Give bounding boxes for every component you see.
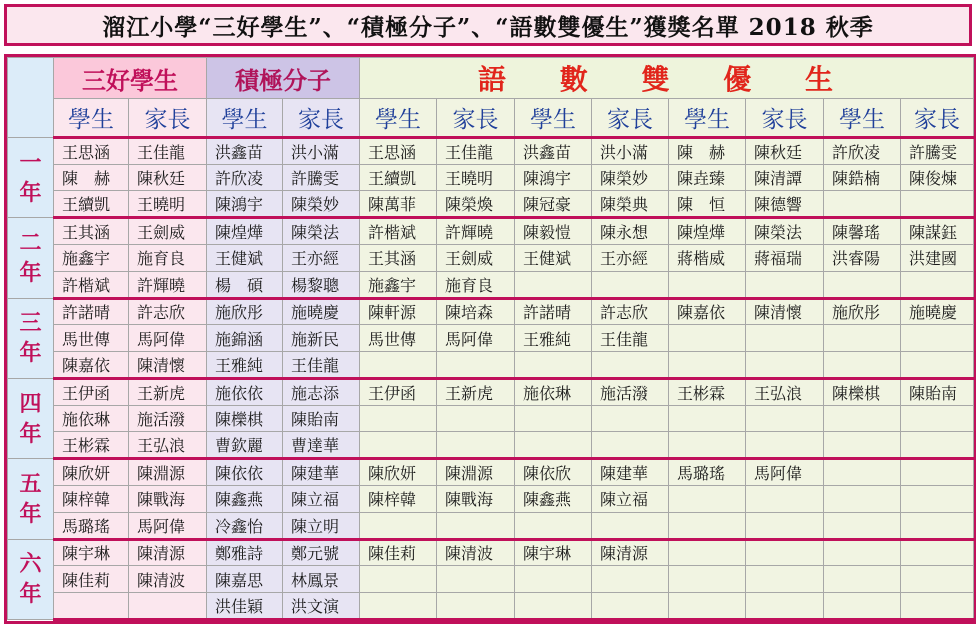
name-cell — [746, 432, 824, 459]
name-cell: 陳嘉依 — [54, 352, 129, 379]
name-cell — [746, 486, 824, 513]
table-row — [8, 486, 974, 513]
sub-header-row — [8, 99, 974, 137]
name-cell — [746, 512, 824, 539]
name-cell — [901, 271, 974, 298]
table-row — [8, 218, 974, 245]
table-row — [8, 432, 974, 459]
name-cell: 王伊函 — [54, 378, 129, 405]
name-cell: 施依琳 — [54, 405, 129, 432]
name-cell: 王雅純 — [207, 352, 283, 379]
name-cell: 陳淵源 — [129, 459, 207, 486]
name-cell — [437, 512, 515, 539]
name-cell: 洪小滿 — [592, 137, 669, 164]
name-cell: 洪鑫苗 — [515, 137, 592, 164]
name-cell — [824, 405, 901, 432]
name-cell: 陳欣妍 — [360, 459, 437, 486]
name-cell: 馬璐瑤 — [669, 459, 746, 486]
name-cell: 陳戰海 — [437, 486, 515, 513]
name-cell: 陳清懷 — [129, 352, 207, 379]
name-cell — [746, 566, 824, 593]
name-cell: 王彬霖 — [669, 378, 746, 405]
grade-label — [8, 539, 54, 619]
name-cell — [515, 352, 592, 379]
name-cell: 王續凱 — [360, 164, 437, 191]
name-cell: 陳佳莉 — [360, 539, 437, 566]
name-cell: 陳依欣 — [515, 459, 592, 486]
name-cell — [824, 512, 901, 539]
name-cell: 陳佳莉 — [54, 566, 129, 593]
name-cell: 馬璐瑤 — [54, 512, 129, 539]
name-cell: 陳清波 — [129, 566, 207, 593]
name-cell: 冷鑫怡 — [207, 512, 283, 539]
name-cell: 陳秋廷 — [746, 137, 824, 164]
sub-header-student: 學生 — [207, 99, 283, 137]
table-row — [8, 325, 974, 352]
table-row — [8, 593, 974, 620]
name-cell: 蔣福瑞 — [746, 244, 824, 271]
name-cell: 陳謀鈺 — [901, 218, 974, 245]
name-cell: 施欣彤 — [207, 298, 283, 325]
name-cell: 陳梓韓 — [54, 486, 129, 513]
name-cell — [669, 432, 746, 459]
name-cell — [592, 352, 669, 379]
table-row — [8, 539, 974, 566]
award-table — [7, 57, 974, 621]
name-cell: 王劍威 — [129, 218, 207, 245]
table-row — [8, 164, 974, 191]
name-cell: 王新虎 — [129, 378, 207, 405]
name-cell: 鄭雅詩 — [207, 539, 283, 566]
name-cell: 王曉明 — [129, 191, 207, 218]
name-cell: 施活潑 — [129, 405, 207, 432]
name-cell: 馬世傳 — [54, 325, 129, 352]
name-cell: 施活潑 — [592, 378, 669, 405]
name-cell: 許諾晴 — [515, 298, 592, 325]
name-cell: 陳馨瑤 — [824, 218, 901, 245]
name-cell — [360, 405, 437, 432]
name-cell: 陳榮妙 — [283, 191, 360, 218]
name-cell — [824, 593, 901, 620]
table-row — [8, 405, 974, 432]
sub-header-student: 學生 — [515, 99, 592, 137]
name-cell: 陳嘉依 — [669, 298, 746, 325]
name-cell: 王新虎 — [437, 378, 515, 405]
name-cell — [824, 432, 901, 459]
table-row — [8, 566, 974, 593]
name-cell — [746, 352, 824, 379]
name-cell: 陳 赫 — [669, 137, 746, 164]
name-cell: 王思涵 — [360, 137, 437, 164]
name-cell: 施欣彤 — [824, 298, 901, 325]
name-cell — [824, 325, 901, 352]
name-cell: 王亦經 — [283, 244, 360, 271]
name-cell — [592, 512, 669, 539]
name-cell — [669, 325, 746, 352]
name-cell: 王其涵 — [54, 218, 129, 245]
name-cell: 許欣凌 — [207, 164, 283, 191]
name-cell: 施育良 — [437, 271, 515, 298]
name-cell: 王其涵 — [360, 244, 437, 271]
name-cell — [824, 271, 901, 298]
name-cell: 陳清譚 — [746, 164, 824, 191]
name-cell: 王思涵 — [54, 137, 129, 164]
name-cell: 蔣楷威 — [669, 244, 746, 271]
table-row — [8, 352, 974, 379]
name-cell: 陳依依 — [207, 459, 283, 486]
name-cell — [824, 459, 901, 486]
name-cell: 洪佳穎 — [207, 593, 283, 620]
name-cell — [515, 432, 592, 459]
name-cell: 鄭元號 — [283, 539, 360, 566]
category-yushu: 語 數 雙 優 生 — [360, 58, 974, 99]
name-cell — [669, 539, 746, 566]
name-cell — [437, 593, 515, 620]
name-cell — [901, 459, 974, 486]
name-cell: 王劍威 — [437, 244, 515, 271]
name-cell: 許欣凌 — [824, 137, 901, 164]
category-header-row — [8, 58, 974, 99]
award-table-frame — [4, 54, 976, 624]
name-cell: 王曉明 — [437, 164, 515, 191]
name-cell: 陳 赫 — [54, 164, 129, 191]
name-cell: 施志添 — [283, 378, 360, 405]
name-cell: 曹欽麗 — [207, 432, 283, 459]
name-cell: 洪鑫苗 — [207, 137, 283, 164]
name-cell: 陳貽南 — [283, 405, 360, 432]
name-cell — [669, 566, 746, 593]
table-row — [8, 298, 974, 325]
grade-label-text: 四 年 — [19, 390, 42, 447]
name-cell: 洪小滿 — [283, 137, 360, 164]
sub-header-parent: 家長 — [592, 99, 669, 137]
name-cell: 施依依 — [207, 378, 283, 405]
name-cell: 許志欣 — [129, 298, 207, 325]
name-cell: 施錦涵 — [207, 325, 283, 352]
name-cell: 許騰雯 — [283, 164, 360, 191]
name-cell: 許楷斌 — [360, 218, 437, 245]
name-cell: 陳戰海 — [129, 486, 207, 513]
name-cell: 陳冠豪 — [515, 191, 592, 218]
name-cell: 王佳龍 — [129, 137, 207, 164]
name-cell: 王佳龍 — [437, 137, 515, 164]
name-cell — [901, 325, 974, 352]
name-cell: 王佳龍 — [283, 352, 360, 379]
name-cell: 王弘浪 — [129, 432, 207, 459]
name-cell — [824, 191, 901, 218]
name-cell: 曹達華 — [283, 432, 360, 459]
name-cell: 陳 恒 — [669, 191, 746, 218]
name-cell: 陳建華 — [283, 459, 360, 486]
name-cell: 陳永想 — [592, 218, 669, 245]
name-cell: 陳榮法 — [746, 218, 824, 245]
name-cell: 洪建國 — [901, 244, 974, 271]
grade-label — [8, 378, 54, 458]
grade-label-text: 二 年 — [19, 229, 42, 286]
name-cell — [901, 486, 974, 513]
name-cell: 陳清波 — [437, 539, 515, 566]
name-cell: 馬阿偉 — [437, 325, 515, 352]
name-cell — [669, 512, 746, 539]
name-cell: 陳櫟棋 — [207, 405, 283, 432]
name-cell: 施曉慶 — [283, 298, 360, 325]
name-cell — [515, 512, 592, 539]
name-cell: 陳欣妍 — [54, 459, 129, 486]
name-cell — [437, 352, 515, 379]
name-cell: 陳榮煥 — [437, 191, 515, 218]
name-cell: 王雅純 — [515, 325, 592, 352]
name-cell: 陳榮法 — [283, 218, 360, 245]
name-cell: 王伊函 — [360, 378, 437, 405]
name-cell — [437, 566, 515, 593]
name-cell: 王健斌 — [515, 244, 592, 271]
name-cell: 許諾晴 — [54, 298, 129, 325]
name-cell: 許志欣 — [592, 298, 669, 325]
name-cell: 陳毅愷 — [515, 218, 592, 245]
name-cell: 陳鑫燕 — [207, 486, 283, 513]
name-cell: 馬世傳 — [360, 325, 437, 352]
name-cell: 陳秋廷 — [129, 164, 207, 191]
name-cell: 施依琳 — [515, 378, 592, 405]
name-cell: 馬阿偉 — [129, 325, 207, 352]
name-cell: 陳萬菲 — [360, 191, 437, 218]
name-cell — [437, 432, 515, 459]
name-cell: 陳榮典 — [592, 191, 669, 218]
grade-label — [8, 298, 54, 378]
name-cell — [901, 539, 974, 566]
name-cell — [669, 405, 746, 432]
name-cell: 施新民 — [283, 325, 360, 352]
name-cell: 施鑫宇 — [360, 271, 437, 298]
name-cell: 陳德響 — [746, 191, 824, 218]
table-row — [8, 244, 974, 271]
grade-label-text: 三 年 — [19, 310, 42, 367]
sub-header-parent: 家長 — [746, 99, 824, 137]
name-cell: 林鳳景 — [283, 566, 360, 593]
name-cell — [901, 352, 974, 379]
name-cell: 陳立福 — [283, 486, 360, 513]
name-cell: 施育良 — [129, 244, 207, 271]
name-cell: 陳清源 — [129, 539, 207, 566]
name-cell: 楊黎聰 — [283, 271, 360, 298]
name-cell: 許輝曉 — [437, 218, 515, 245]
name-cell — [515, 405, 592, 432]
name-cell: 楊 碩 — [207, 271, 283, 298]
name-cell: 王健斌 — [207, 244, 283, 271]
name-cell — [129, 593, 207, 620]
name-cell: 陳培森 — [437, 298, 515, 325]
name-cell: 施曉慶 — [901, 298, 974, 325]
name-cell: 陳俊煉 — [901, 164, 974, 191]
name-cell: 陳宇琳 — [54, 539, 129, 566]
name-cell — [592, 271, 669, 298]
name-cell: 陳清懷 — [746, 298, 824, 325]
name-cell: 陳清源 — [592, 539, 669, 566]
name-cell — [901, 593, 974, 620]
name-cell: 陳櫟棋 — [824, 378, 901, 405]
name-cell — [592, 593, 669, 620]
name-cell — [515, 271, 592, 298]
name-cell — [824, 486, 901, 513]
name-cell — [669, 486, 746, 513]
name-cell: 陳煌燁 — [207, 218, 283, 245]
name-cell: 馬阿偉 — [746, 459, 824, 486]
table-row — [8, 459, 974, 486]
name-cell — [54, 593, 129, 620]
grade-label — [8, 218, 54, 298]
name-cell — [437, 405, 515, 432]
name-cell: 陳梓韓 — [360, 486, 437, 513]
name-cell: 洪睿陽 — [824, 244, 901, 271]
name-cell — [360, 593, 437, 620]
name-cell — [901, 566, 974, 593]
name-cell: 陳嘉思 — [207, 566, 283, 593]
grade-label — [8, 137, 54, 217]
sub-header-student: 學生 — [54, 99, 129, 137]
name-cell — [669, 352, 746, 379]
name-cell: 許騰雯 — [901, 137, 974, 164]
name-cell: 陳垚臻 — [669, 164, 746, 191]
name-cell — [360, 566, 437, 593]
name-cell — [746, 271, 824, 298]
sub-header-parent: 家長 — [901, 99, 974, 137]
name-cell — [824, 539, 901, 566]
name-cell — [592, 566, 669, 593]
name-cell — [360, 352, 437, 379]
name-cell: 許楷斌 — [54, 271, 129, 298]
page-title: 溜江小學“三好學生”、“積極分子”、“語數雙優生”獲獎名單 2018 秋季 — [4, 4, 972, 46]
name-cell: 陳鴻宇 — [207, 191, 283, 218]
name-cell — [515, 593, 592, 620]
name-cell: 洪文演 — [283, 593, 360, 620]
name-cell — [901, 512, 974, 539]
table-body — [8, 58, 974, 620]
name-cell: 王亦經 — [592, 244, 669, 271]
name-cell: 陳立福 — [592, 486, 669, 513]
name-cell — [901, 432, 974, 459]
name-cell: 許輝曉 — [129, 271, 207, 298]
grade-label-text: 五 年 — [19, 470, 42, 527]
sub-header-parent: 家長 — [129, 99, 207, 137]
name-cell — [746, 539, 824, 566]
name-cell — [669, 593, 746, 620]
name-cell — [515, 566, 592, 593]
name-cell — [360, 432, 437, 459]
grade-label-text: 一 年 — [19, 149, 42, 206]
name-cell — [746, 405, 824, 432]
name-cell — [746, 593, 824, 620]
table-row — [8, 191, 974, 218]
table-row — [8, 512, 974, 539]
name-cell: 陳宇琳 — [515, 539, 592, 566]
name-cell: 陳建華 — [592, 459, 669, 486]
name-cell: 王續凱 — [54, 191, 129, 218]
name-cell — [901, 191, 974, 218]
name-cell: 王彬霖 — [54, 432, 129, 459]
name-cell — [824, 566, 901, 593]
table-row — [8, 137, 974, 164]
name-cell: 陳貽南 — [901, 378, 974, 405]
name-cell: 陳煌燁 — [669, 218, 746, 245]
corner-cell — [8, 58, 54, 138]
name-cell — [360, 512, 437, 539]
category-sanhao: 三好學生 — [54, 58, 207, 99]
name-cell: 陳軒源 — [360, 298, 437, 325]
sub-header-student: 學生 — [824, 99, 901, 137]
name-cell — [592, 432, 669, 459]
name-cell: 陳立明 — [283, 512, 360, 539]
table-row — [8, 271, 974, 298]
sub-header-student: 學生 — [669, 99, 746, 137]
grade-label-text: 六 年 — [19, 551, 42, 608]
name-cell: 陳榮妙 — [592, 164, 669, 191]
sub-header-parent: 家長 — [283, 99, 360, 137]
name-cell: 陳淵源 — [437, 459, 515, 486]
sub-header-student: 學生 — [360, 99, 437, 137]
name-cell — [592, 405, 669, 432]
name-cell: 陳鑫燕 — [515, 486, 592, 513]
name-cell — [901, 405, 974, 432]
name-cell: 王弘浪 — [746, 378, 824, 405]
name-cell — [824, 352, 901, 379]
sub-header-parent: 家長 — [437, 99, 515, 137]
name-cell: 施鑫宇 — [54, 244, 129, 271]
name-cell: 王佳龍 — [592, 325, 669, 352]
grade-label — [8, 459, 54, 539]
category-jiji: 積極分子 — [207, 58, 360, 99]
name-cell — [669, 271, 746, 298]
name-cell — [746, 325, 824, 352]
name-cell: 馬阿偉 — [129, 512, 207, 539]
name-cell: 陳鋯楠 — [824, 164, 901, 191]
table-row — [8, 378, 974, 405]
name-cell: 陳鴻宇 — [515, 164, 592, 191]
